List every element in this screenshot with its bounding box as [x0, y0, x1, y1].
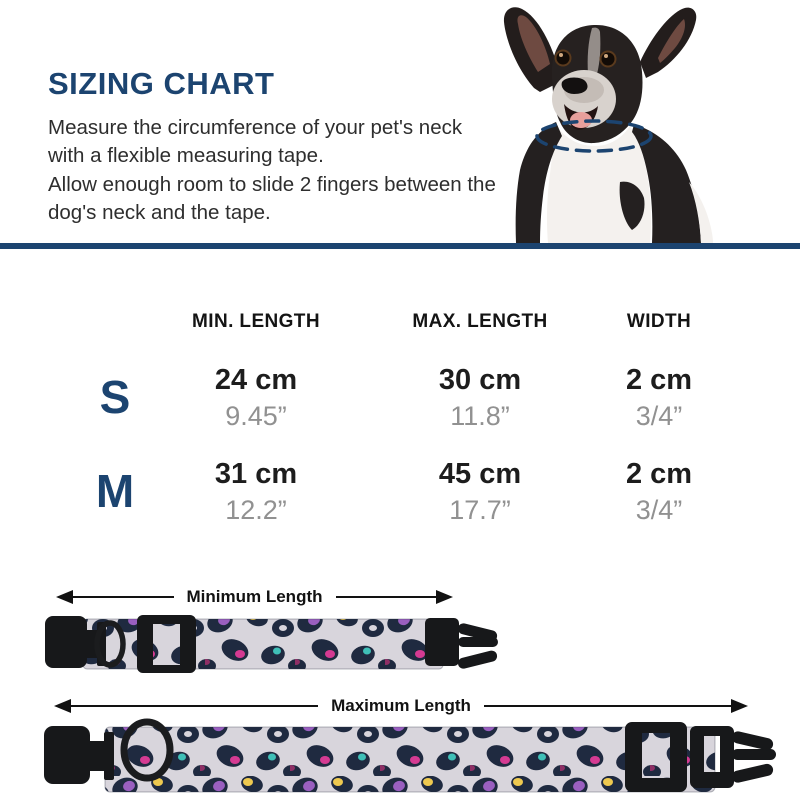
column-header-max-length: MAX. LENGTH: [412, 311, 548, 332]
cell-m-max: 45 cm 17.7”: [438, 458, 522, 525]
measure-instruction: Measure the circumference of your pet's neck with a flexible measuring tape.: [48, 116, 463, 168]
maximum-length-label: Maximum Length: [331, 696, 471, 715]
collar-strap: [105, 727, 715, 792]
column-header-min-length: MIN. LENGTH: [192, 311, 320, 332]
collar-minimum-image: [25, 610, 505, 682]
female-buckle: [44, 726, 114, 784]
cell-s-width: 2 cm 3/4”: [625, 364, 693, 431]
page-title: SIZING CHART: [48, 66, 275, 101]
minimum-length-arrow: [56, 587, 453, 607]
male-buckle: [425, 618, 498, 670]
column-header-width: WIDTH: [626, 311, 692, 332]
maximum-length-arrow: [54, 696, 748, 716]
collar-maximum-image: [20, 716, 795, 798]
cell-s-max: 30 cm 11.8”: [438, 364, 522, 431]
cell-s-min: 24 cm 9.45”: [214, 364, 298, 431]
dog-photo: [500, 0, 795, 243]
arrow-right-icon: [731, 699, 748, 713]
size-label-m: M: [95, 465, 135, 517]
size-label-s: S: [99, 371, 131, 423]
cell-m-width: 2 cm 3/4”: [625, 458, 693, 525]
section-divider: [0, 243, 800, 249]
dog-illustration: [500, 0, 795, 243]
fit-instruction: Allow enough room to slide 2 fingers between the dog's neck and the tape.: [48, 173, 496, 225]
arrow-right-icon: [436, 590, 453, 604]
minimum-length-label: Minimum Length: [186, 587, 323, 606]
male-buckle-prongs: [731, 730, 776, 784]
cell-m-min: 31 cm 12.2”: [214, 458, 298, 525]
